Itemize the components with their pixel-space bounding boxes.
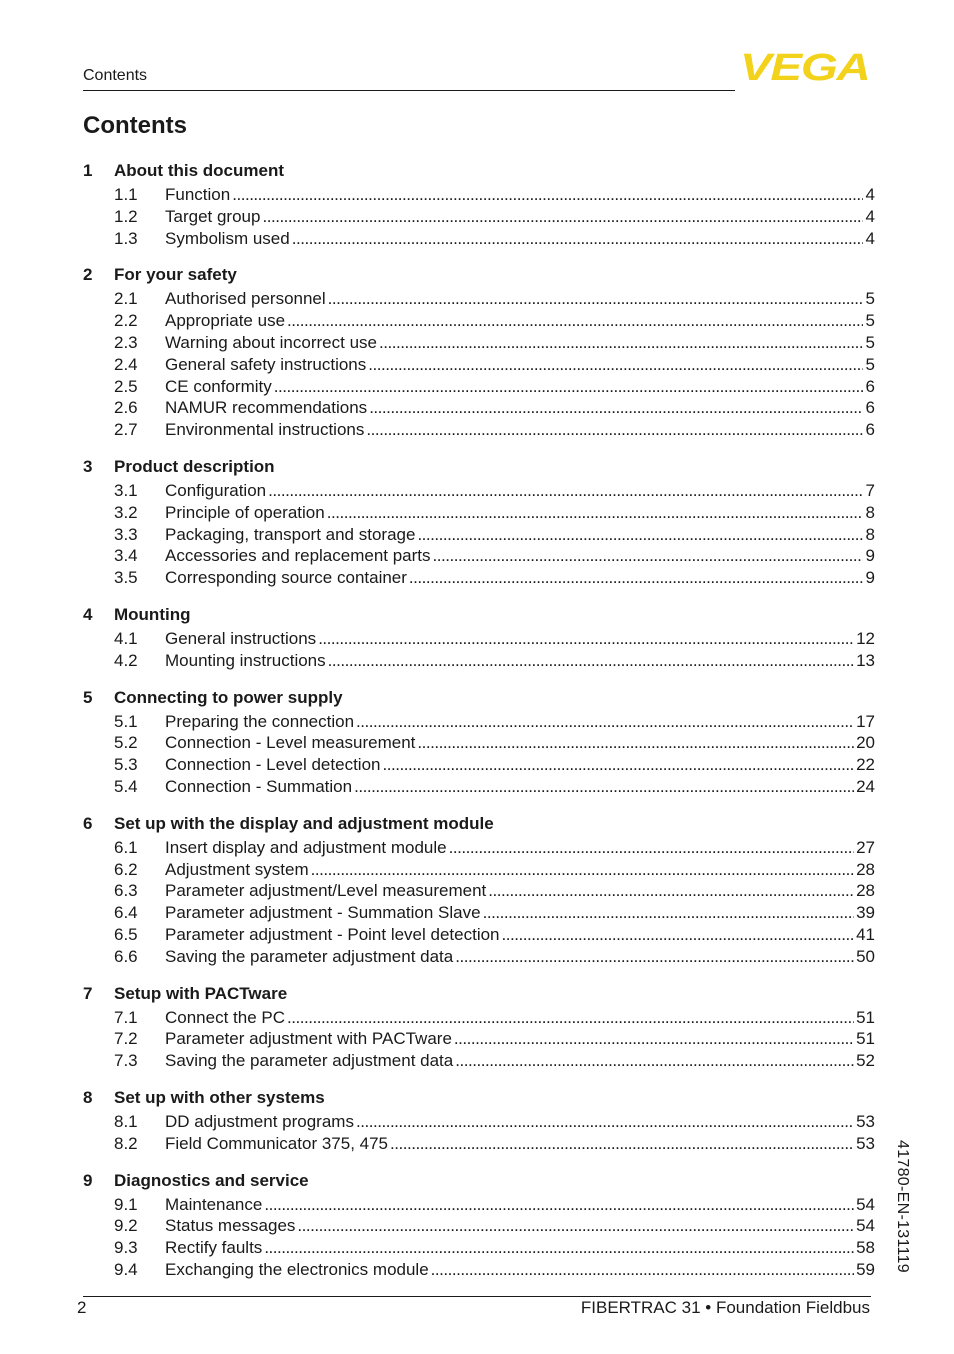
entry-page: 22	[856, 755, 875, 775]
entry-number: 3.1	[114, 480, 138, 500]
dot-leader	[369, 397, 863, 419]
entry-title: CE conformity	[165, 376, 272, 396]
dot-leader	[287, 1007, 854, 1029]
entry-title: Corresponding source container	[165, 568, 407, 588]
toc-entry[interactable]	[83, 902, 875, 924]
toc-entry[interactable]	[83, 924, 875, 946]
toc-section	[83, 602, 875, 672]
entry-number: 9.4	[114, 1259, 138, 1279]
section-title: For your safety	[114, 265, 237, 285]
toc-entry[interactable]	[83, 376, 875, 398]
toc-entry[interactable]	[83, 1237, 875, 1259]
entry-page: 6	[865, 376, 875, 396]
entry-page: 54	[856, 1216, 875, 1236]
entry-title: Maintenance	[165, 1194, 263, 1214]
entry-page: 54	[856, 1194, 875, 1214]
entry-number: 2.4	[114, 354, 138, 374]
dot-leader	[390, 1133, 854, 1155]
entry-number: 5.2	[114, 733, 138, 753]
dot-leader	[502, 924, 855, 946]
toc-section-heading[interactable]	[83, 981, 875, 1007]
toc-entry[interactable]	[83, 946, 875, 968]
entry-number: 9.1	[114, 1194, 138, 1214]
toc-entry[interactable]	[83, 228, 875, 250]
entry-page: 53	[856, 1111, 875, 1131]
entry-number: 5.1	[114, 711, 138, 731]
entry-title: Principle of operation	[165, 502, 325, 522]
entry-number: 6.3	[114, 881, 138, 901]
entry-page: 4	[865, 185, 875, 204]
toc-entry[interactable]	[83, 650, 875, 672]
section-number: 4	[83, 604, 93, 624]
toc-section-heading[interactable]	[83, 158, 875, 184]
toc-entry[interactable]	[83, 1133, 875, 1155]
toc-section	[83, 1085, 875, 1155]
entry-page: 6	[865, 398, 875, 418]
entry-page: 52	[856, 1051, 875, 1071]
toc-section	[83, 811, 875, 968]
entry-number: 4.1	[114, 628, 138, 648]
entry-number: 3.5	[114, 568, 138, 588]
entry-title: Saving the parameter adjustment data	[165, 946, 454, 966]
entry-page: 50	[856, 946, 875, 966]
entry-number: 6.4	[114, 903, 138, 923]
entry-number: 3.2	[114, 502, 138, 522]
toc-section	[83, 454, 875, 589]
dot-leader	[483, 902, 854, 924]
entry-title: Warning about incorrect use	[165, 332, 377, 352]
entry-page: 28	[856, 859, 875, 879]
toc-entry[interactable]	[83, 732, 875, 754]
entry-title: Connection - Level measurement	[165, 733, 416, 753]
dot-leader	[268, 480, 863, 502]
toc-entry[interactable]	[83, 332, 875, 354]
section-number: 5	[83, 687, 93, 707]
entry-page: 58	[856, 1238, 875, 1258]
entry-title: Insert display and adjustment module	[165, 837, 447, 857]
toc-entry[interactable]	[83, 776, 875, 798]
section-number: 3	[83, 456, 93, 476]
dot-leader	[264, 1194, 854, 1216]
toc-entry[interactable]	[83, 837, 875, 859]
entry-title: Target group	[165, 206, 261, 226]
toc-entry[interactable]	[83, 419, 875, 441]
entry-title: Connection - Level detection	[165, 755, 381, 775]
toc-entry[interactable]	[83, 628, 875, 650]
entry-page: 8	[865, 502, 875, 522]
entry-number: 2.7	[114, 420, 138, 440]
dot-leader	[379, 332, 863, 354]
document-code: 41780-EN-131119	[894, 1140, 911, 1273]
entry-page: 6	[865, 420, 875, 440]
entry-title: NAMUR recommendations	[165, 398, 368, 418]
entry-page: 5	[865, 289, 875, 309]
entry-page: 12	[856, 628, 875, 648]
entry-title: General instructions	[165, 628, 317, 648]
toc-entry[interactable]	[83, 880, 875, 902]
dot-leader	[449, 837, 854, 859]
section-title: Product description	[114, 456, 275, 476]
entry-title: Appropriate use	[165, 311, 286, 331]
entry-title: General safety instructions	[165, 354, 367, 374]
section-number: 6	[83, 813, 93, 833]
toc-entry[interactable]	[83, 545, 875, 567]
entry-page: 4	[865, 206, 875, 226]
toc-section-heading[interactable]	[83, 262, 875, 288]
dot-leader	[287, 310, 863, 332]
vega-logo	[740, 47, 872, 89]
page-title: Contents	[83, 112, 187, 139]
dot-leader	[433, 545, 863, 567]
entry-number: 7.2	[114, 1029, 138, 1049]
entry-number: 8.2	[114, 1133, 138, 1153]
entry-title: Mounting instructions	[165, 650, 326, 670]
toc-entry[interactable]	[83, 754, 875, 776]
vega-logo-text: VEGA	[740, 47, 870, 89]
entry-number: 2.5	[114, 376, 138, 396]
dot-leader	[417, 524, 863, 546]
entry-page: 53	[856, 1133, 875, 1153]
toc-entry[interactable]	[83, 1111, 875, 1133]
toc-entry[interactable]	[83, 711, 875, 733]
entry-title: DD adjustment programs	[165, 1111, 354, 1131]
toc-section-heading[interactable]	[83, 602, 875, 628]
entry-title: Parameter adjustment - Summation Slave	[165, 903, 481, 923]
entry-number: 1.3	[114, 228, 138, 248]
dot-leader	[409, 567, 863, 589]
section-number: 7	[83, 983, 93, 1003]
entry-number: 4.2	[114, 650, 138, 670]
toc-entry[interactable]	[83, 1007, 875, 1029]
entry-title: Accessories and replacement parts	[165, 546, 431, 566]
entry-page: 20	[856, 733, 875, 753]
dot-leader	[455, 946, 854, 968]
entry-title: Adjustment system	[165, 859, 309, 879]
entry-number: 2.1	[114, 289, 138, 309]
entry-page: 51	[856, 1007, 875, 1027]
entry-page: 51	[856, 1029, 875, 1049]
section-number: 9	[83, 1170, 93, 1190]
entry-page: 5	[865, 354, 875, 374]
entry-title: Parameter adjustment/Level measurement	[165, 881, 487, 901]
entry-page: 8	[865, 524, 875, 544]
toc-section	[83, 981, 875, 1072]
entry-number: 2.6	[114, 398, 138, 418]
dot-leader	[264, 1237, 854, 1259]
entry-title: Preparing the connection	[165, 711, 355, 731]
toc-section-heading[interactable]	[83, 685, 875, 711]
header-rule	[83, 90, 735, 91]
toc-entry[interactable]	[83, 1194, 875, 1216]
toc-entry[interactable]	[83, 480, 875, 502]
footer-rule	[83, 1296, 871, 1297]
dot-leader	[356, 711, 854, 733]
entry-number: 6.1	[114, 837, 138, 857]
section-number: 1	[83, 161, 93, 180]
dot-leader	[488, 880, 854, 902]
entry-number: 3.4	[114, 546, 138, 566]
toc-entry[interactable]	[83, 1259, 875, 1281]
entry-page: 9	[865, 568, 875, 588]
toc-entry[interactable]	[83, 288, 875, 310]
entry-title: Exchanging the electronics module	[165, 1259, 429, 1279]
entry-title: Saving the parameter adjustment data	[165, 1051, 454, 1071]
entry-title: Environmental instructions	[165, 420, 365, 440]
toc-entry[interactable]	[83, 859, 875, 881]
entry-page: 27	[856, 837, 875, 857]
toc-entry[interactable]	[83, 1050, 875, 1072]
entry-number: 6.5	[114, 924, 138, 944]
entry-page: 39	[856, 903, 875, 923]
dot-leader	[328, 288, 863, 310]
dot-leader	[297, 1215, 854, 1237]
dot-leader	[454, 1028, 854, 1050]
dot-leader	[311, 859, 854, 881]
toc-entry[interactable]	[83, 397, 875, 419]
toc-entry[interactable]	[83, 567, 875, 589]
entry-page: 17	[856, 711, 875, 731]
entry-title: Authorised personnel	[165, 289, 326, 309]
entry-page: 4	[865, 228, 875, 248]
toc-section	[83, 262, 875, 441]
entry-page: 41	[856, 924, 875, 944]
dot-leader	[455, 1050, 854, 1072]
toc-entry[interactable]	[83, 1215, 875, 1237]
entry-number: 9.2	[114, 1216, 138, 1236]
entry-number: 5.3	[114, 755, 138, 775]
entry-number: 2.2	[114, 311, 138, 331]
dot-leader	[274, 376, 863, 398]
entry-title: Connection - Summation	[165, 776, 353, 796]
toc-section	[83, 1168, 875, 1281]
entry-number: 6.2	[114, 859, 138, 879]
dot-leader	[318, 628, 854, 650]
dot-leader	[354, 776, 854, 798]
entry-title: Connect the PC	[165, 1007, 286, 1027]
dot-leader	[262, 206, 863, 228]
dot-leader	[356, 1111, 854, 1133]
entry-number: 7.1	[114, 1007, 138, 1027]
section-number: 2	[83, 265, 93, 285]
running-header: Contents	[83, 67, 148, 84]
toc-entry[interactable]	[83, 502, 875, 524]
entry-title: Parameter adjustment with PACTware	[165, 1029, 452, 1049]
entry-page: 7	[865, 480, 875, 500]
toc-section	[83, 685, 875, 798]
entry-number: 5.4	[114, 776, 138, 796]
toc-section	[83, 158, 875, 249]
dot-leader	[417, 732, 854, 754]
section-title: Set up with the display and adjustment module	[114, 813, 494, 833]
dot-leader	[232, 184, 863, 206]
dot-leader	[292, 228, 863, 250]
toc-entry[interactable]	[83, 206, 875, 228]
section-title: Connecting to power supply	[114, 687, 343, 707]
entry-title: Rectify faults	[165, 1238, 263, 1258]
section-title: Set up with other systems	[114, 1087, 325, 1107]
toc-entry[interactable]	[83, 1028, 875, 1050]
toc-section-heading[interactable]	[83, 454, 875, 480]
section-title: Mounting	[114, 604, 191, 624]
entry-number: 3.3	[114, 524, 138, 544]
page-number: 2	[77, 1298, 87, 1317]
section-title: About this document	[114, 161, 284, 180]
dot-leader	[382, 754, 854, 776]
toc-entry[interactable]	[83, 354, 875, 376]
section-number: 8	[83, 1087, 93, 1107]
entry-number: 6.6	[114, 946, 138, 966]
toc-entry[interactable]	[83, 184, 875, 206]
entry-number: 1.1	[114, 185, 138, 204]
dot-leader	[431, 1259, 854, 1281]
toc-entry[interactable]	[83, 310, 875, 332]
dot-leader	[328, 650, 854, 672]
dot-leader	[368, 354, 863, 376]
entry-title: Field Communicator 375, 475	[165, 1133, 389, 1153]
entry-page: 5	[865, 311, 875, 331]
entry-title: Symbolism used	[165, 228, 290, 248]
toc-section-heading[interactable]	[83, 1168, 875, 1194]
toc-entry[interactable]	[83, 524, 875, 546]
entry-number: 8.1	[114, 1111, 138, 1131]
entry-title: Configuration	[165, 480, 267, 500]
entry-page: 5	[865, 332, 875, 352]
table-of-contents	[83, 158, 875, 1294]
entry-number: 1.2	[114, 206, 138, 226]
entry-page: 13	[856, 650, 875, 670]
entry-number: 7.3	[114, 1051, 138, 1071]
entry-page: 24	[856, 776, 875, 796]
entry-number: 2.3	[114, 332, 138, 352]
product-name: FIBERTRAC 31 • Foundation Fieldbus	[580, 1298, 870, 1317]
toc-section-heading[interactable]	[83, 811, 875, 837]
section-title: Diagnostics and service	[114, 1170, 309, 1190]
entry-page: 59	[856, 1259, 875, 1279]
dot-leader	[366, 419, 863, 441]
section-title: Setup with PACTware	[114, 983, 288, 1003]
entry-page: 28	[856, 881, 875, 901]
entry-title: Packaging, transport and storage	[165, 524, 416, 544]
entry-title: Status messages	[165, 1216, 296, 1236]
entry-page: 9	[865, 546, 875, 566]
entry-number: 9.3	[114, 1238, 138, 1258]
entry-title: Parameter adjustment - Point level detection	[165, 924, 500, 944]
entry-title: Function	[165, 185, 231, 204]
dot-leader	[327, 502, 863, 524]
toc-section-heading[interactable]	[83, 1085, 875, 1111]
